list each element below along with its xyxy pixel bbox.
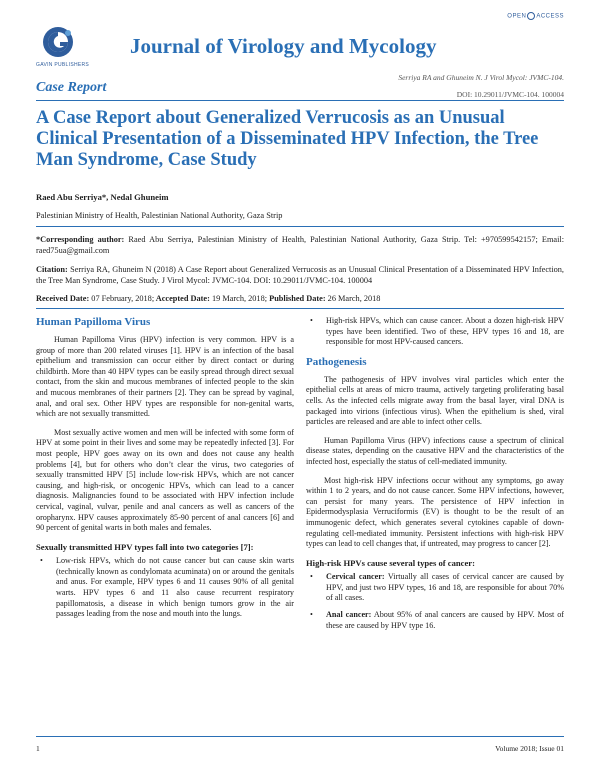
cancer-list [306,572,564,631]
citation-text: Serriya RA, Ghuneim N (2018) A Case Report about Generalized Verrucosis as an Unusual Clinical Presentation of a Disseminated HPV Infection, the Tree Man Syndrome, Case Study. J Virol Mycol: JVMC-104. DOI: 10.29011/JVMC-104. 100004 [36,265,564,285]
volume-issue: Volume 2018; Issue 01 [495,744,564,753]
authors: Raed Abu Serriya*, Nedal Ghuneim [36,192,169,202]
paragraph: Human Papilloma Virus (HPV) infections cause a spectrum of clinical disease states, depending on the causative HPV and the characteristics of the infected host, especially the status of cell-mediated immunity. [306,435,564,466]
category-list-continued [306,316,564,348]
paragraph: The pathogenesis of HPV involves viral particles which enter the epithelial cells at areas of micro trauma, actively targeting proliferating basal cells. As the infected cells migrate away from the basal layer, viral DNA is packaged into virions (infectious virus). When the epithelium is shed, viral particles are released and are able to infect other cells. [306,374,564,427]
open-access-prefix: OPEN [507,13,527,20]
section-heading-pathogenesis: Pathogenesis [306,355,367,368]
logo-text: GAVIN PUBLISHERS [36,62,90,68]
corr-label: *Corresponding author: [36,235,125,244]
anal-label: Anal cancer: [326,610,372,620]
subheading-categories: Sexually transmitted HPV types fall into two categories [7]: [36,541,254,552]
footer-rule [36,736,564,737]
anal-text: About 95% of anal cancers are caused by HPV. Most of these are caused by HPV type 16. [326,610,565,630]
received-label: Received Date: [36,294,90,303]
open-access-badge [507,12,564,20]
section-heading-hpv: Human Papilloma Virus [36,316,151,328]
journal-logo-icon [40,24,76,64]
citation [36,264,564,286]
citation-label: Citation: [36,265,68,274]
corresponding-author [36,234,564,256]
affiliation-rule [36,226,564,227]
received-value: 07 February, 2018; [89,294,155,303]
article-title: A Case Report about Generalized Verrucosis as an Unusual Clinical Presentation of a Disseminated HPV Infection, the Tree Man Syndrome, Case Study [36,108,539,170]
list-item [306,610,564,631]
list-item [306,572,564,604]
doi-short: DOI: 10.29011/JVMC-104. 100004 [456,90,564,99]
open-access-suffix: ACCESS [536,13,564,20]
paragraph: Most sexually active women and men will be infected with some form of HPV at some point in their lives and some may be repeatedly infected [3]. For most people, HPV goes away on its own and does not cause any health problems [4], but for others who don’t clear the virus, two categories of sexually transmitted HPV [5] include low-risk HPVs, which are not cancer causing, and high-risk, or oncogenic HPVs, which can lead to a cancer diagnosis. Malignancies found to be associated with HPV infection include cervical, vaginal, vulvar, penile and anal cancers as well as cancers of the oropharynx. HPV causes approximately 85-90 percent of anal cancers [6] and 90 percent of genital warts in both males and females. [36,427,294,533]
published-value: 26 March, 2018 [325,294,381,303]
header-rule [36,100,564,101]
citation-short: Serriya RA and Ghuneim N. J Virol Mycol: JVMC-104. [398,73,564,82]
open-access-icon [527,12,535,20]
accepted-value: 19 March, 2018; [209,294,268,303]
affiliation: Palestinian Ministry of Health, Palestinian National Authority, Gaza Strip [36,211,283,220]
left-column [36,316,294,628]
list-item: • Low-risk HPVs, which do not cause cancer but can cause skin warts (technically known as condylomata acuminata) on or around the genitals and anus. For example, HPV types 6 and 11 causes 90% of all genital warts. HPV types 6 and 11 also cause recurrent respiratory papillomatosis, a disease in which benign tumors grow in the air passages leading from the nose and mouth into the lungs. [36,556,294,620]
subheading-cancers: High-risk HPVs cause several types of cancer: [306,557,475,568]
cervical-text: Virtually all cases of cervical cancer are caused by HPV, and just two HPV types, 16 and 18, are responsible for about 70% of all cases. [326,572,564,603]
cervical-label: Cervical cancer: [326,572,385,582]
corr-text: Raed Abu Serriya, Palestinian Ministry of Health, Palestinian National Authority, Gaza Strip. Tel: +970599542157; Email: raed75ua@gmail.com [36,235,564,255]
paragraph: Most high-risk HPV infections occur without any symptoms, go away within 1 to 2 years, and do not cause cancer. Some HPV infections, however, can persist for many years. The persistence of HPV infection in Epidermodysplasia Verruciformis (EV) is thought to be the result of an immunogenic defect, which generates several cytokines capable of down-regulating cell-mediated immunity. Persistent infections with high-risk HPV types can lead to cell changes that, if untreated, may progress to cancer [2]. [306,475,564,549]
dates [36,294,380,303]
list-item: • High-risk HPVs, which can cause cancer. About a dozen high-risk HPV types have been identified. Two of these, HPV types 16 and 18, are responsible for most HPV-caused cancers. [306,316,564,348]
page-number: 1 [36,744,40,753]
category-list [36,556,294,620]
journal-title: Journal of Virology and Mycology [130,34,437,58]
published-label: Published Date: [267,294,326,303]
section-label: Case Report [36,80,107,95]
accepted-label: Accepted Date: [154,294,210,303]
right-column [306,316,564,639]
dates-rule [36,308,564,309]
paragraph: Human Papilloma Virus (HPV) infection is very common. HPV is a group of more than 200 related viruses [1]. HPV is an infection of the basal epithelium and transmission can occur either by direct contact or during childbirth. More than 40 HPV types can be easily spread through direct sexual contact, from the skin and mucous membranes of infected people to the skin and mucous membranes of their partners [2]. They can be spread by vaginal, anal, and oral sex. Other HPV types are responsible for non-genital warts, which are not sexually transmitted. [36,335,294,419]
